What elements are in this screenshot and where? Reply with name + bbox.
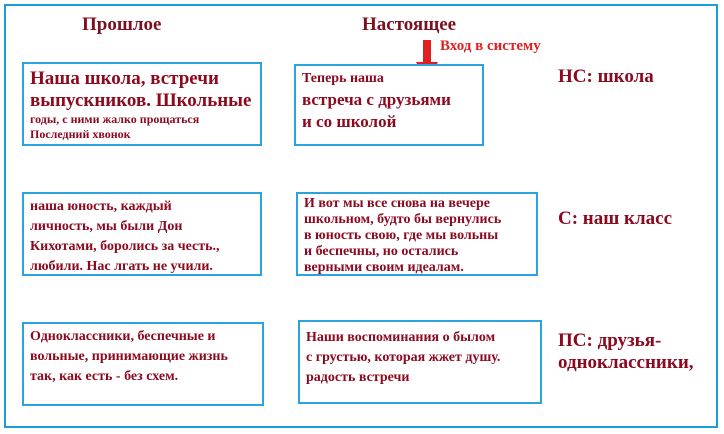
past-box-1: Наша школа, встречи выпускников. Школьные годы, с ними жалко прощаться Последний хвонок [22,62,262,146]
heading-past: Прошлое [82,14,162,35]
label-ps: ПС: друзья- одноклассники, [558,330,694,373]
heading-present: Настоящее [362,14,457,35]
past-box-2: наша юность, каждый личность, мы были Дон Кихотами, боролись за честь., любили. Нас лгать не учили. [22,192,262,276]
present-box-2: И вот мы все снова на вечере школьном, будто бы вернулись в юность свою, где мы вольны и беспечны, но остались верными своим идеалам. [296,192,538,276]
present-box-1: Теперь наша встреча с друзьями и со школой [294,64,484,146]
label-s: С: наш класс [558,208,673,229]
label-ns: НС: школа [558,66,654,87]
past-box-3: Одноклассники, беспечные и вольные, принимающие жизнь так, как есть - без схем. [22,322,264,406]
present-box-3: Наши воспоминания о былом с грустью, которая жжет душу. радость встречи [298,320,542,404]
arrow-label: Вход в систему [440,38,541,54]
